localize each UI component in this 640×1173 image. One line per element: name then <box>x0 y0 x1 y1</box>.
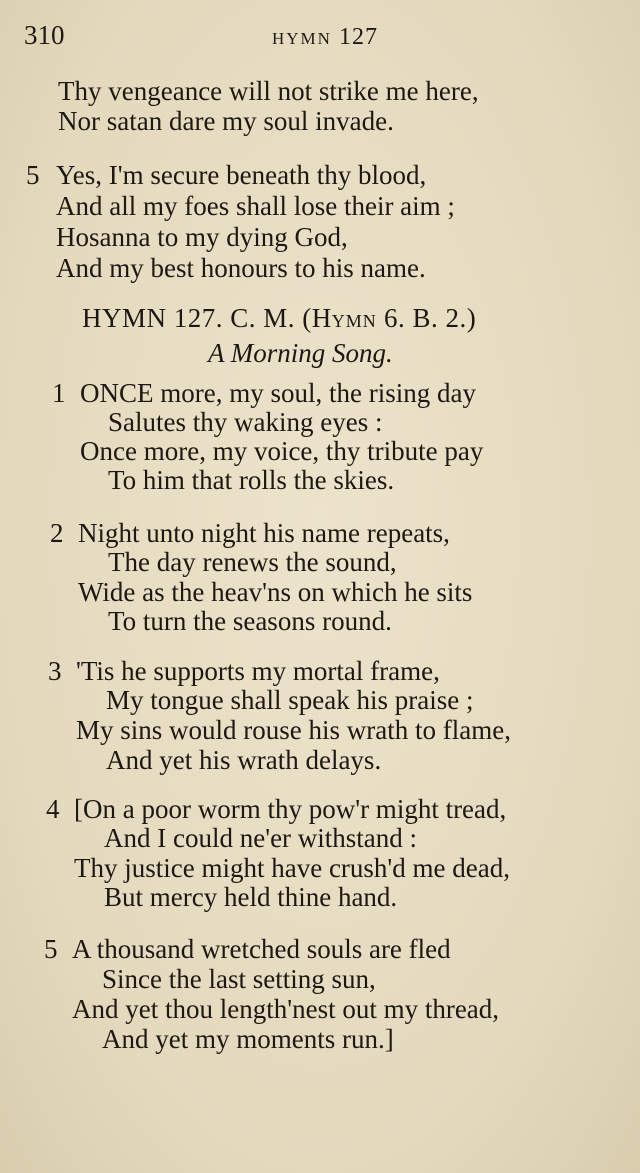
verse-line: And my best honours to his name. <box>56 253 426 283</box>
stanza-number: 1 <box>52 378 66 408</box>
verse-line: Wide as the heav'ns on which he sits <box>78 577 473 607</box>
stanza-number: 3 <box>48 656 62 686</box>
verse-line: A thousand wretched souls are fled <box>72 934 451 964</box>
stanza-number: 2 <box>50 518 64 548</box>
verse-line: But mercy held thine hand. <box>104 882 398 912</box>
verse-line: Night unto night his name repeats, <box>78 518 450 548</box>
verse-line: Thy vengeance will not strike me here, <box>58 76 479 106</box>
page-number: 310 <box>24 20 65 50</box>
verse-line: The day renews the sound, <box>108 547 397 577</box>
verse-line: Thy justice might have crush'd me dead, <box>74 853 510 883</box>
verse-line: [On a poor worm thy pow'r might tread, <box>74 794 507 824</box>
hymn-title <box>82 303 476 336</box>
hymn-title-smallcaps: YMN <box>331 311 377 331</box>
verse-line: My tongue shall speak his praise ; <box>106 685 474 715</box>
verse-line: And yet thou length'nest out my thread, <box>72 994 500 1024</box>
stanza-number: 5 <box>26 160 40 190</box>
running-head-word: HYMN <box>272 29 332 48</box>
verse-line: To turn the seasons round. <box>108 606 392 636</box>
stanza-number: 5 <box>44 934 58 964</box>
running-head <box>272 22 378 54</box>
running-head-number: 127 <box>338 24 378 50</box>
verse-line: Once more, my voice, thy tribute pay <box>80 436 484 466</box>
verse-line: Yes, I'm secure beneath thy blood, <box>56 160 427 190</box>
verse-line: To him that rolls the skies. <box>108 465 395 495</box>
hymn-title-main: HYMN 127. C. M. (H <box>82 303 332 333</box>
verse-line: 'Tis he supports my mortal frame, <box>76 656 440 686</box>
verse-line: ONCE more, my soul, the rising day <box>80 378 476 408</box>
hymn-subtitle: A Morning Song. <box>208 338 393 368</box>
verse-line: And yet my moments run.] <box>102 1024 394 1054</box>
verse-line: My sins would rouse his wrath to flame, <box>76 715 511 745</box>
verse-line: Nor satan dare my soul invade. <box>58 106 394 136</box>
verse-line: And yet his wrath delays. <box>106 745 382 775</box>
verse-line: Hosanna to my dying God, <box>56 222 348 252</box>
stanza-number: 4 <box>46 794 60 824</box>
verse-line: And I could ne'er withstand : <box>104 823 418 853</box>
hymn-title-end: 6. B. 2.) <box>376 303 477 333</box>
verse-line: And all my foes shall lose their aim ; <box>56 191 455 221</box>
verse-line: Since the last setting sun, <box>102 964 376 994</box>
verse-line: Salutes thy waking eyes : <box>108 407 383 437</box>
